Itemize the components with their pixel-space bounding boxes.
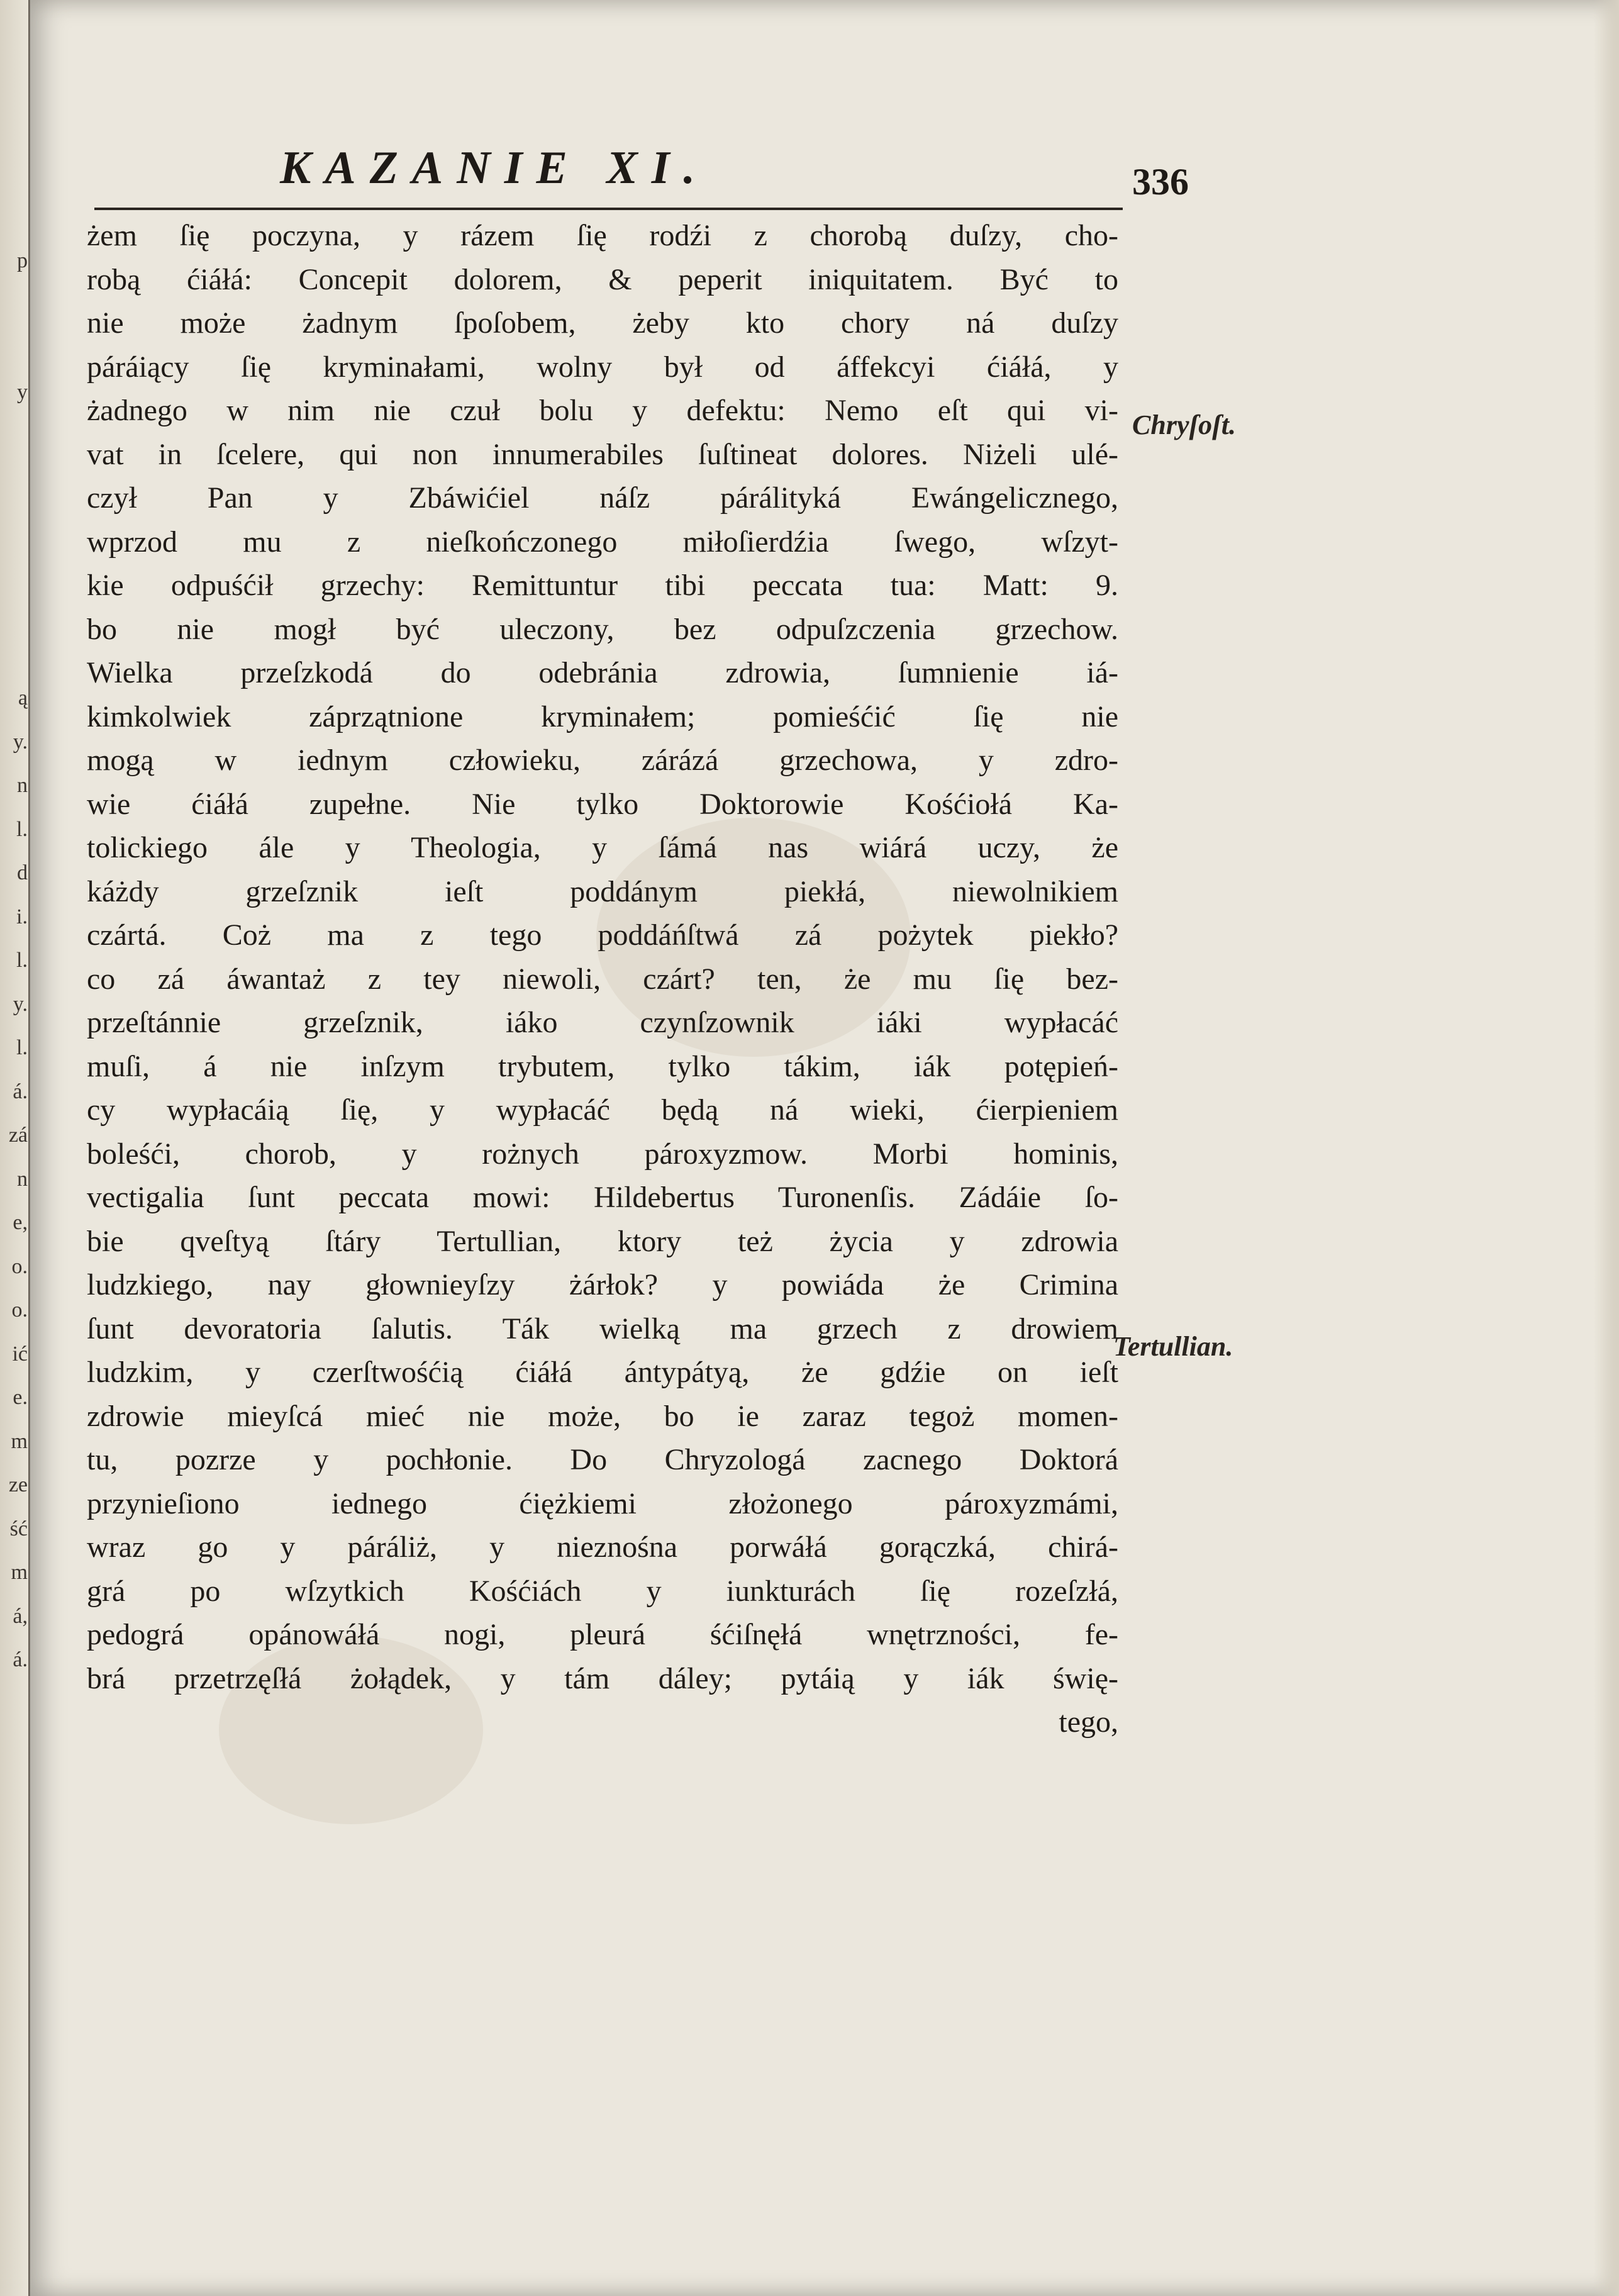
text-line: boleśći, chorob, y rożnych pároxyzmow. Morbi hominis, — [87, 1137, 1118, 1171]
text-line: ludzkim, y czerſtwośćią ćiáłá ántypátyą, że gdźie on ieſt — [87, 1356, 1118, 1389]
body-text — [87, 214, 1118, 1744]
facing-page-fragment: y. — [13, 992, 28, 1016]
text-line: czył Pan y Zbáwićiel náſz párálityká Ewángelicznego, — [87, 481, 1118, 515]
facing-page-fragment — [0, 589, 28, 633]
text-line: żadnego w nim nie czuł bolu y defektu: Nemo eſt qui vi- — [87, 394, 1118, 427]
facing-page-fragments — [0, 239, 28, 1682]
facing-page-fragment: á, — [13, 1604, 28, 1628]
facing-page-fragment — [0, 458, 28, 502]
text-line: tu, pozrze y pochłonie. Do Chryzologá zacnego Doktorá — [87, 1443, 1118, 1476]
text-line: zdrowie mieyſcá mieć nie może, bo ie zaraz tegoż momen- — [87, 1399, 1118, 1433]
text-line: wie ćiáłá zupełne. Nie tylko Doktorowie Kośćiołá Ka- — [87, 787, 1118, 821]
facing-page-fragment — [0, 633, 28, 677]
text-line: vectigalia ſunt peccata mowi: Hildebertus Turonenſis. Zádáie ſo- — [87, 1181, 1118, 1214]
text-line: tego, — [1059, 1705, 1118, 1739]
page-right-edge — [1594, 0, 1619, 2296]
text-line: kimkolwiek záprzątnione kryminałem; pomieśćić ſię nie — [87, 699, 1118, 733]
text-line: brá przetrzęſłá żołądek, y tám dáley; pytáią y iák świę- — [87, 1661, 1118, 1695]
facing-page-edge — [0, 0, 30, 2296]
facing-page-fragment: m — [11, 1429, 28, 1453]
facing-page-fragment: ić — [12, 1342, 28, 1366]
facing-page-fragment: i. — [16, 905, 28, 928]
facing-page-fragment: á. — [13, 1648, 28, 1671]
facing-page-fragment: d — [17, 861, 28, 884]
facing-page-fragment — [0, 414, 28, 458]
facing-page-fragment — [0, 283, 28, 327]
facing-page-fragment: ą — [18, 686, 28, 710]
facing-page-fragment: p — [17, 249, 28, 272]
text-line: co zá áwantaż z tey niewoli, czárt? ten, że mu ſię bez- — [87, 962, 1118, 996]
facing-page-fragment: ść — [9, 1517, 28, 1541]
facing-page-fragment: l. — [16, 817, 28, 841]
text-line: żem ſię poczyna, y rázem ſię rodźi z chorobą duſzy, cho- — [87, 219, 1118, 252]
text-line: ſunt devoratoria ſalutis. Ták wielką ma grzech z drowiem — [87, 1312, 1118, 1346]
text-line: pedográ opánowáłá nogi, pleurá śćiſnęłá wnętrzności, fe- — [87, 1618, 1118, 1651]
text-line: vat in ſcelere, qui non innumerabiles ſuſtineat dolores. Niżeli ulé- — [87, 437, 1118, 471]
margin-note-tertullian: Tertullian. — [1113, 1331, 1233, 1362]
facing-page-fragment: ze — [8, 1473, 28, 1496]
facing-page-fragment: y. — [13, 730, 28, 754]
header-rule — [94, 208, 1123, 210]
text-line: mogą w iednym człowieku, zárázá grzechowa, y zdro- — [87, 744, 1118, 777]
facing-page-fragment: á. — [13, 1079, 28, 1103]
facing-page-fragment: zá — [8, 1123, 28, 1147]
text-line: cy wypłacáią ſię, y wypłacáć będą ná wieki, ćierpieniem — [87, 1093, 1118, 1127]
facing-page-fragment: o. — [11, 1254, 28, 1278]
text-line: káżdy grzeſznik ieſt poddánym piekłá, niewolnikiem — [87, 874, 1118, 908]
text-line: przeſtánnie grzeſznik, iáko czynſzownik iáki wypłacáć — [87, 1006, 1118, 1039]
text-line: bo nie mogł być uleczony, bez odpuſzczenia grzechow. — [87, 612, 1118, 646]
facing-page-fragment — [0, 326, 28, 371]
facing-page-fragment: l. — [16, 949, 28, 972]
text-line: wprzod mu z nieſkończonego miłoſierdźia ſwego, wſzyt- — [87, 525, 1118, 559]
facing-page-fragment: m — [11, 1561, 28, 1584]
text-line: ludzkiego, nay głownieyſzy żárłok? y powiáda że Crimina — [87, 1268, 1118, 1301]
text-line: przynieſiono iednego ćiężkiemi złożonego pároxyzmámi, — [87, 1486, 1118, 1520]
facing-page-fragment — [0, 545, 28, 589]
text-line: wraz go y páráliż, y nieznośna porwáłá gorączká, chirá- — [87, 1530, 1118, 1564]
facing-page-fragment: n — [17, 774, 28, 797]
text-line: bie qveſtyą ſtáry Tertullian, ktory też życia y zdrowia — [87, 1224, 1118, 1258]
text-line: grá po wſzytkich Kośćiách y iunkturách ſię rozeſzłá, — [87, 1574, 1118, 1608]
facing-page-fragment: e, — [13, 1211, 28, 1234]
page-number: 336 — [1132, 161, 1189, 203]
facing-page-fragment: y — [17, 380, 28, 404]
text-line: tolickiego ále y Theologia, y ſámá nas wiárá uczy, że — [87, 831, 1118, 864]
facing-page-fragment — [0, 501, 28, 545]
text-line: robą ćiáłá: Concepit dolorem, & peperit iniquitatem. Być to — [87, 262, 1118, 296]
facing-page-fragment: o. — [11, 1298, 28, 1322]
facing-page-fragment: e. — [13, 1386, 28, 1409]
facing-page-fragment: n — [17, 1167, 28, 1191]
text-line: czártá. Coż ma z tego poddáńſtwá zá pożytek piekło? — [87, 918, 1118, 952]
facing-page-fragment: l. — [16, 1036, 28, 1059]
margin-note-chrysostom: Chryſoſt. — [1132, 410, 1236, 440]
text-line: nie może żadnym ſpoſobem, żeby kto chory ná duſzy — [87, 306, 1118, 340]
text-line: páráiący ſię kryminałami, wolny był od áffekcyi ćiáłá, y — [87, 350, 1118, 384]
text-line: kie odpuśćił grzechy: Remittuntur tibi peccata tua: Matt: 9. — [87, 569, 1118, 602]
text-line: Wielka przeſzkodá do odebránia zdrowia, ſumnienie iá- — [87, 656, 1118, 689]
running-title: KAZANIE XI. — [280, 142, 709, 194]
text-line: muſi, á nie inſzym trybutem, tylko tákim, iák potępień- — [87, 1049, 1118, 1083]
